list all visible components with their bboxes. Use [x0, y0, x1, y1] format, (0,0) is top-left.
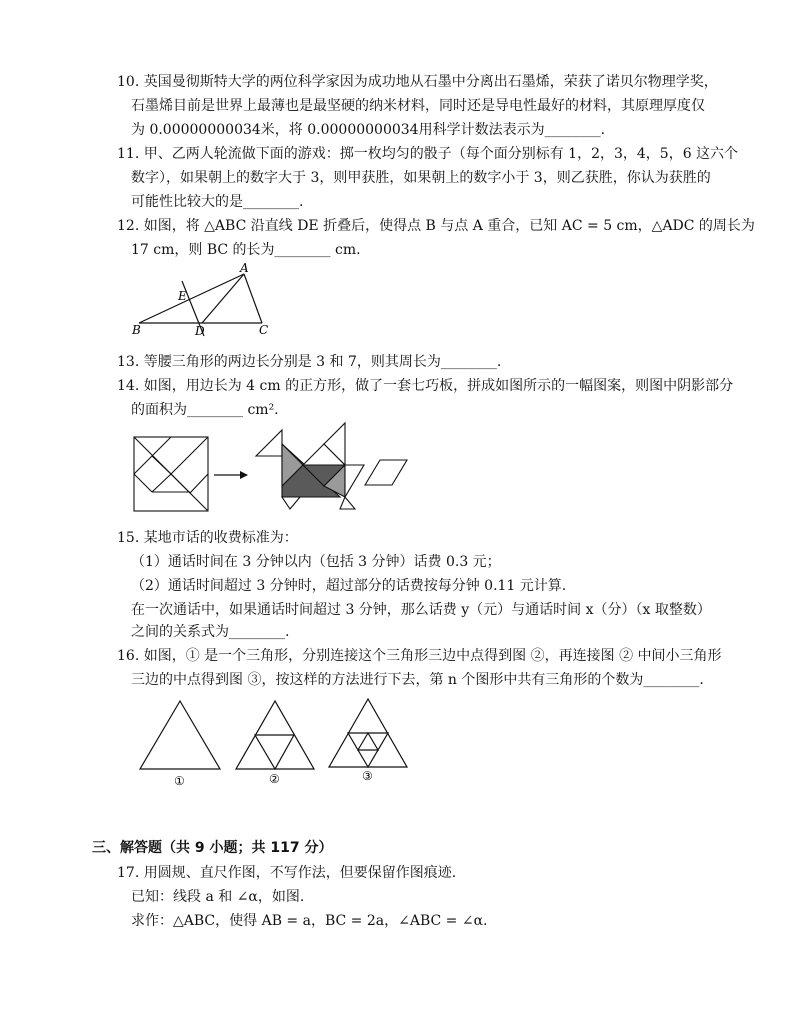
q15-line4: 在一次通话中，如果通话时间超过 3 分钟，那么话费 y（元）与通话时间 x（分）（x 取整数）: [131, 602, 711, 618]
q12-line1: 12. 如图，将 △ABC 沿直线 DE 折叠后，使得点 B 与点 A 重合，已知 AC = 5 cm，△ADC 的周长为: [117, 218, 755, 234]
fig-label-2: ②: [269, 772, 280, 786]
triangle-figure-2: [236, 701, 314, 769]
triangle-figure-3: [329, 699, 407, 767]
q14-line2: 的面积为________ cm².: [131, 402, 279, 418]
label-D: D: [195, 324, 205, 338]
label-A: A: [240, 261, 249, 275]
q11-line2: 数字），如果朝上的数字大于 3，则甲获胜，如果朝上的数字小于 3，则乙获胜，你认为获胜的: [131, 170, 711, 186]
fig-label-1: ①: [174, 774, 185, 788]
section3-title: 三、解答题（共 9 小题；共 117 分）: [92, 840, 333, 856]
q15-line3: （2）通话时间超过 3 分钟时，超过部分的话费按每分钟 0.11 元计算.: [131, 578, 567, 594]
label-C: C: [259, 323, 269, 337]
q12-line2: 17 cm，则 BC 的长为________ cm.: [131, 242, 361, 258]
q10-line1: 10. 英国曼彻斯特大学的两位科学家因为成功地从石墨中分离出石墨烯，荣获了诺贝尔物理学奖，: [117, 74, 718, 90]
fig-label-3: ③: [362, 769, 373, 783]
q17-line1: 17. 用圆规、直尺作图，不写作法，但要保留作图痕迹.: [117, 865, 457, 881]
triangle-figure-1: [140, 701, 220, 769]
q13-line1: 13. 等腰三角形的两边长分别是 3 和 7，则其周长为________.: [117, 354, 502, 370]
q15-line1: 15. 某地市话的收费标准为：: [117, 530, 298, 546]
q10-line2: 石墨烯目前是世界上最薄也是最坚硬的纳米材料，同时还是导电性最好的材料，其原理厚度仅: [131, 98, 705, 114]
q17-line2: 已知：线段 a 和 ∠α，如图.: [131, 889, 305, 905]
q14-line1: 14. 如图，用边长为 4 cm 的正方形，做了一套七巧板，拼成如图所示的一幅图案，则图中阴影部分: [117, 378, 734, 394]
q17-line3: 求作：△ABC，使得 AB = a，BC = 2a，∠ABC = ∠α.: [131, 913, 488, 929]
q15-line5: 之间的关系式为________.: [131, 624, 290, 640]
label-B: B: [132, 323, 141, 337]
q11-line1: 11. 甲、乙两人轮流做下面的游戏：掷一枚均匀的骰子（每个面分别标有 1，2，3，4，5，6 这六个: [117, 146, 739, 162]
q16-line1: 16. 如图，① 是一个三角形，分别连接这个三角形三边中点得到图 ②，再连接图 ② 中间小三角形: [117, 648, 722, 664]
q16-line2: 三边的中点得到图 ③，按这样的方法进行下去，第 n 个图形中共有三角形的个数为________.: [131, 672, 704, 688]
q10-line3: 为 0.00000000034米，将 0.00000000034用科学计数法表示为________.: [131, 122, 606, 138]
q15-line2: （1）通话时间在 3 分钟以内（包括 3 分钟）话费 0.3 元；: [131, 554, 501, 570]
q11-line3: 可能性比较大的是________.: [131, 194, 304, 210]
label-E: E: [178, 289, 187, 303]
